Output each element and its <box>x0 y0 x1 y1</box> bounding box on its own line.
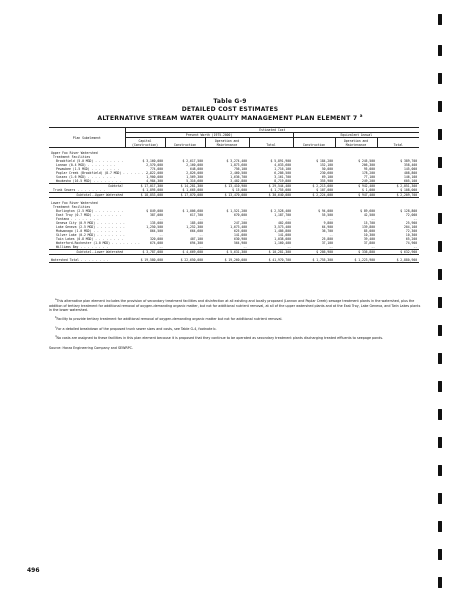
cost-cell: $ 4,669,600 <box>182 250 203 254</box>
cost-cell: $ 19,580,000 <box>140 258 163 262</box>
cost-cell: 630,900 <box>233 237 247 241</box>
binding-mark <box>438 73 442 84</box>
cost-cell: -- <box>199 217 203 221</box>
cost-cell: $ 1,006,600 <box>182 209 203 213</box>
cost-cell: $ 13,410,900 <box>224 184 247 188</box>
upper-subtotals <box>49 184 419 198</box>
cost-cell: $ 94,000 <box>318 209 333 213</box>
cost-cell: 1,636,700 <box>230 175 247 179</box>
cost-cell: 10,300 <box>363 233 375 237</box>
cost-cell: 65,200 <box>405 237 418 241</box>
row-label: Fontana . . . . . . . . <box>56 217 99 221</box>
cost-cell: $ 2,528,400 <box>270 209 291 213</box>
plan-subelement-header: Plan Subelement <box>49 128 125 148</box>
cost-cell: 564,900 <box>233 241 247 245</box>
cost-cell: 402,600 <box>277 221 291 225</box>
cost-cell: -- <box>159 233 163 237</box>
col-total-annual: Total <box>377 138 419 148</box>
row-label: Geneva City (0.9 MGD) . . . . . . . . <box>56 221 125 225</box>
cost-cell: $ 10,281,300 <box>268 250 291 254</box>
cost-cell: 2,460,500 <box>230 171 247 175</box>
cost-cell: 1,250,500 <box>146 225 163 229</box>
cost-cell: 8,719,800 <box>274 179 291 183</box>
binding-mark <box>438 45 442 56</box>
cost-cell: 9,800 <box>323 221 333 225</box>
binding-mark <box>438 409 442 420</box>
cost-cell: -- <box>371 217 375 221</box>
cost-cell: 864,500 <box>149 229 163 233</box>
estimated-cost-header: Estimated Cost <box>125 128 419 133</box>
footnote-d: $^d$No costs are assigned to these facilities in this plan element because it is proposed that they continue to be operated as secondary treatment plants discharging treated effluents to seepage ponds. <box>55 335 384 341</box>
cost-cell: 37,100 <box>321 241 333 245</box>
cost-cell: 135,000 <box>149 221 163 225</box>
binding-mark <box>438 493 442 504</box>
row-label: Subtotal <box>108 184 123 188</box>
table-number: Table G-9 <box>213 98 247 105</box>
cost-cell: 1,252,300 <box>186 225 203 229</box>
cost-cell: -- <box>243 245 247 249</box>
cost-cell: 146,100 <box>404 175 418 179</box>
cost-cell: 55,500 <box>321 213 333 217</box>
row-label: Pewaukee (1.5 MGD) . . . . . . . . <box>56 167 120 171</box>
table-row <box>49 193 419 198</box>
table-row <box>49 250 419 255</box>
section-heading: Lower Fox River Watershed <box>51 201 98 205</box>
cost-cell: 387,000 <box>149 213 163 217</box>
cost-cell: 50,000 <box>321 167 333 171</box>
cost-cell: -- <box>287 245 291 249</box>
cost-cell: $ 19,260,000 <box>224 258 247 262</box>
row-label: Brookfield (5.0 MGD) . . . . . . . . <box>56 159 124 163</box>
col-operation: Operation and Maintenance <box>205 138 249 148</box>
cost-cell: 64,900 <box>321 225 333 229</box>
binding-mark <box>438 549 442 560</box>
footnotes <box>49 298 421 354</box>
cost-cell: $ 1,521,200 <box>226 209 247 213</box>
cost-cell: 1,187,700 <box>274 213 291 217</box>
cost-cell: 249,200 <box>361 179 375 183</box>
cost-cell: $ 2,051,300 <box>396 184 418 188</box>
cost-cell: -- <box>199 245 203 249</box>
cost-cell: $ 2,617,500 <box>182 159 203 163</box>
binding-mark <box>438 185 442 196</box>
cost-cell: 15,700 <box>363 221 375 225</box>
cost-cell: -- <box>329 245 333 249</box>
page-number: 496 <box>27 567 40 574</box>
cost-cell: -- <box>287 217 291 221</box>
cost-cell: $ 2,224,000 <box>312 193 333 197</box>
row-label: Waukesha (16.5 MGD) . . . . . . . . <box>56 179 122 183</box>
row-label: Waterford-Rochester (1.0 MGD) . . . . . . . . <box>56 241 140 245</box>
lower-subtotals <box>49 250 419 263</box>
cost-cell: 1,673,400 <box>230 225 247 229</box>
cost-cell: $ 389,700 <box>400 159 418 163</box>
binding-mark <box>438 465 442 476</box>
cost-cell: 25,800 <box>321 237 333 241</box>
cost-cell: $ 1,755,000 <box>270 188 291 192</box>
cost-cell: 69,100 <box>321 175 333 179</box>
cost-cell: 1,716,100 <box>274 167 291 171</box>
cost-cell: $ 3,787,000 <box>142 250 163 254</box>
row-label: Mukwonago (1.0 MGD) . . . . . . . . <box>56 229 122 233</box>
cost-cell: -- <box>371 245 375 249</box>
cost-cell: -- <box>199 233 203 237</box>
binding-mark <box>438 14 442 25</box>
cost-cell: 25,900 <box>405 221 418 225</box>
cost-cell: 358,400 <box>404 163 418 167</box>
cost-cell: $ 13,470,000 <box>224 193 247 197</box>
row-label: Burlington (2.5 MGD) . . . . . . . . <box>56 209 124 213</box>
cost-cell: -- <box>413 217 418 221</box>
binding-mark <box>438 577 442 588</box>
binding-mark <box>438 241 442 252</box>
cost-cell: -- <box>243 217 247 221</box>
cost-cell: $ 18,853,000 <box>140 193 163 197</box>
section-heading: Upper Fox River Watershed <box>51 151 98 155</box>
cost-cell: 230,600 <box>319 171 333 175</box>
cost-cell: 247,200 <box>233 221 247 225</box>
cost-cell: 408,800 <box>404 171 418 175</box>
binding-mark <box>438 521 442 532</box>
cost-cell: $ 15,000 <box>232 188 247 192</box>
cost-cell: 1,160,400 <box>274 241 291 245</box>
row-label: Lake Geneva (2.5 MGD) . . . . . . . . <box>56 225 125 229</box>
cost-cell: 5,316,600 <box>186 179 203 183</box>
cost-cell: $ 2,213,000 <box>312 184 333 188</box>
source-note: Source: Harza Engineering Company and SEWRPC. <box>49 345 134 350</box>
cost-cell: 139,800 <box>361 225 375 229</box>
binding-mark <box>438 213 442 224</box>
cost-cell: 36,700 <box>321 229 333 233</box>
equivalent-annual-header: Equivalent Annual <box>293 133 419 138</box>
footnote-c: $^c$For a detailed breakdown of the proposed trunk sewer sizes and costs, see Table G-4, footnote b. <box>55 325 217 331</box>
cost-cell: -- <box>329 233 333 237</box>
cost-cell: 141,000 <box>233 233 247 237</box>
cost-cell: $ 1,223,900 <box>354 258 375 262</box>
cost-cell: $ 632,900 <box>400 250 418 254</box>
binding-mark <box>438 157 442 168</box>
cost-cell: 756,100 <box>233 167 247 171</box>
binding-mark <box>438 325 442 336</box>
cost-cell: 72,000 <box>405 213 418 217</box>
row-label: East Troy (0.7 MGD) . . . . . . . . <box>56 213 122 217</box>
cost-cell: 204,100 <box>404 225 418 229</box>
col-capital: Capital (Construction) <box>125 138 165 148</box>
table-subtitle: ALTERNATIVE STREAM WATER QUALITY MANAGEMENT PLAN ELEMENT 7 $^a$ <box>97 113 363 123</box>
cost-cell: 2,160,000 <box>186 163 203 167</box>
row-label: Subtotal--Lower Watershed <box>76 250 123 254</box>
cost-cell: $ 1,755,300 <box>312 258 333 262</box>
cost-cell: $ 108,000 <box>400 188 418 192</box>
cost-cell: 2,822,000 <box>146 171 163 175</box>
cost-cell: $ 128,800 <box>400 209 418 213</box>
row-label: Lannon (0.4 MGD) . . . . . . . . <box>56 163 116 167</box>
table-row <box>49 179 419 184</box>
binding-mark <box>438 297 442 308</box>
cost-cell: $ 942,400 <box>358 184 375 188</box>
cost-cell: 85,000 <box>363 229 375 233</box>
cost-cell: -- <box>159 245 163 249</box>
present-worth-header: Present Worth (1975-2000) <box>125 133 293 138</box>
cost-cell: $ 3,160,000 <box>142 159 163 163</box>
cost-cell: 617,700 <box>189 213 203 217</box>
cost-cell: 4,984,300 <box>146 179 163 183</box>
upper-watershed-rows <box>49 159 419 184</box>
cost-cell: $ 1,000 <box>361 188 375 192</box>
cost-cell: $ 947,400 <box>358 193 375 197</box>
cost-cell: $ 17,070,000 <box>180 193 203 197</box>
col-construction: Construction <box>165 138 205 148</box>
footnote-b: $^b$Facility to provide tertiary treatment for additional removal of oxygen-demanding organic matter but not for additional nutrient removal. <box>55 316 283 322</box>
cost-cell: 77,100 <box>363 175 375 179</box>
cost-cell: 74,900 <box>405 241 418 245</box>
cost-cell: 1,900,000 <box>146 175 163 179</box>
cost-cell: 670,000 <box>233 213 247 217</box>
col-total: Total <box>249 138 293 148</box>
cost-cell: -- <box>413 245 418 249</box>
cost-cell: 1,038,000 <box>274 237 291 241</box>
cost-cell: 37,800 <box>363 241 375 245</box>
lower-watershed-rows <box>49 209 419 250</box>
cost-cell: -- <box>329 217 333 221</box>
cost-cell: 407,100 <box>189 237 203 241</box>
cost-cell: 625,000 <box>233 229 247 233</box>
row-label: Williams Bay . . . . . . . . <box>56 245 109 249</box>
cost-cell: $ 2,880,900 <box>396 258 418 262</box>
cost-cell: 39,400 <box>363 237 375 241</box>
table-row <box>49 258 419 263</box>
cost-cell: 320,000 <box>149 237 163 241</box>
cost-cell: $ 41,970,700 <box>268 258 291 262</box>
cost-cell: 694,300 <box>189 241 203 245</box>
cost-cell: $ 1,665,000 <box>182 188 203 192</box>
cost-cell: 1,569,300 <box>186 175 203 179</box>
cost-cell: 42,500 <box>363 213 375 217</box>
binding-mark <box>438 129 442 140</box>
cost-cell: 206,300 <box>361 163 375 167</box>
cost-cell: $ 107,000 <box>316 188 333 192</box>
cost-cell: $ 17,017,300 <box>140 184 163 188</box>
cost-cell: 178,200 <box>361 171 375 175</box>
cost-cell: 141,000 <box>277 233 291 237</box>
cost-cell: 10,300 <box>405 233 418 237</box>
cost-cell: 72,300 <box>405 229 418 233</box>
binding-mark <box>438 381 442 392</box>
cost-cell: 2,570,000 <box>146 163 163 167</box>
cost-cell: $ 2,209,700 <box>396 193 418 197</box>
cost-cell: $ 184,200 <box>316 159 333 163</box>
row-label: Sussex (1.6 MGD) . . . . . . . . <box>56 175 116 179</box>
binding-mark <box>438 437 442 448</box>
cost-cell: 355,900 <box>319 179 333 183</box>
cost-cell: $ 1,895,000 <box>142 188 163 192</box>
col-construction-annual: Construction <box>293 138 335 148</box>
cost-cell: $ 29,544,400 <box>268 184 291 188</box>
cost-cell: 664,600 <box>189 229 203 233</box>
cost-cell: 152,100 <box>319 163 333 167</box>
cost-cell: $ 30,640,000 <box>268 193 291 197</box>
cost-cell: 605,100 <box>404 179 418 183</box>
cost-cell: 674,000 <box>149 241 163 245</box>
footnote-a: $^a$This alternative plan element includes the provision of secondary treatment facilities and disinfection at all existing and locally proposed (Lannon and Poplar Creek) sewage treatment plants in the watershed, plus the addition of tertiary treatment for additional removal of oxygen-demanding organic matter, but not for additional nutrient removal, at all of the upper watershed plants and at the East Troy, Lake Geneva, and Twin Lakes plants in the lower watershed. <box>49 298 421 313</box>
cost-cell: 185,400 <box>189 221 203 225</box>
cost-cell: 145,000 <box>404 167 418 171</box>
cost-cell: 3,573,400 <box>274 225 291 229</box>
binding-mark <box>438 101 442 112</box>
cost-cell: $ 5,891,900 <box>270 159 291 163</box>
row-label: Poplar Creek (Brookfield) (8.7 MGD) . . . . . . . . <box>56 171 151 175</box>
cost-cell: $ 3,274,400 <box>226 159 247 163</box>
cost-cell: $ 286,900 <box>316 250 333 254</box>
cost-cell: $ 245,500 <box>358 159 375 163</box>
row-label: Silver Lake (0.2 MGD) . . . . . . . . <box>56 233 125 237</box>
table-title: DETAILED COST ESTIMATES <box>181 106 279 113</box>
cost-cell: 4,033,600 <box>274 163 291 167</box>
row-label: Subtotal--Upper Watershed <box>76 193 123 197</box>
cost-cell: 3,402,800 <box>230 179 247 183</box>
table-row <box>49 213 419 217</box>
binding-mark <box>438 269 442 280</box>
row-label: Twin Lakes (0.8 MGD) . . . . . . . . <box>56 237 124 241</box>
col-operation-annual: Operation and Maintenance <box>335 138 377 148</box>
cost-cell: $ 849,000 <box>146 209 163 213</box>
cost-cell: 2,826,000 <box>186 171 203 175</box>
section-subheading: Treatment Facilities <box>53 205 91 209</box>
cost-cell: 3,161,700 <box>274 175 291 179</box>
cost-cell: $ 22,650,000 <box>180 258 203 262</box>
cost-cell: $ 336,800 <box>358 250 375 254</box>
cost-cell: $ 5,631,300 <box>226 250 247 254</box>
cost-cell: 95,000 <box>363 167 375 171</box>
cost-cell: 1,486,800 <box>274 229 291 233</box>
table-row <box>49 188 419 193</box>
cost-cell: 774,000 <box>149 167 163 171</box>
cost-cell: $ 14,281,300 <box>180 184 203 188</box>
cost-cell: 1,873,600 <box>230 163 247 167</box>
cost-cell: 6,286,500 <box>274 171 291 175</box>
section-subheading: Treatment Facilities <box>53 155 91 159</box>
cost-cell: -- <box>159 217 163 221</box>
cost-cell: $ 89,600 <box>360 209 375 213</box>
row-label: Trunk Sewers . . . . . . . . <box>53 188 106 192</box>
row-label: Watershed Total . . . . . . . . <box>51 258 109 262</box>
cost-cell: 648,000 <box>189 167 203 171</box>
cost-table <box>49 127 419 263</box>
binding-mark <box>438 353 442 364</box>
